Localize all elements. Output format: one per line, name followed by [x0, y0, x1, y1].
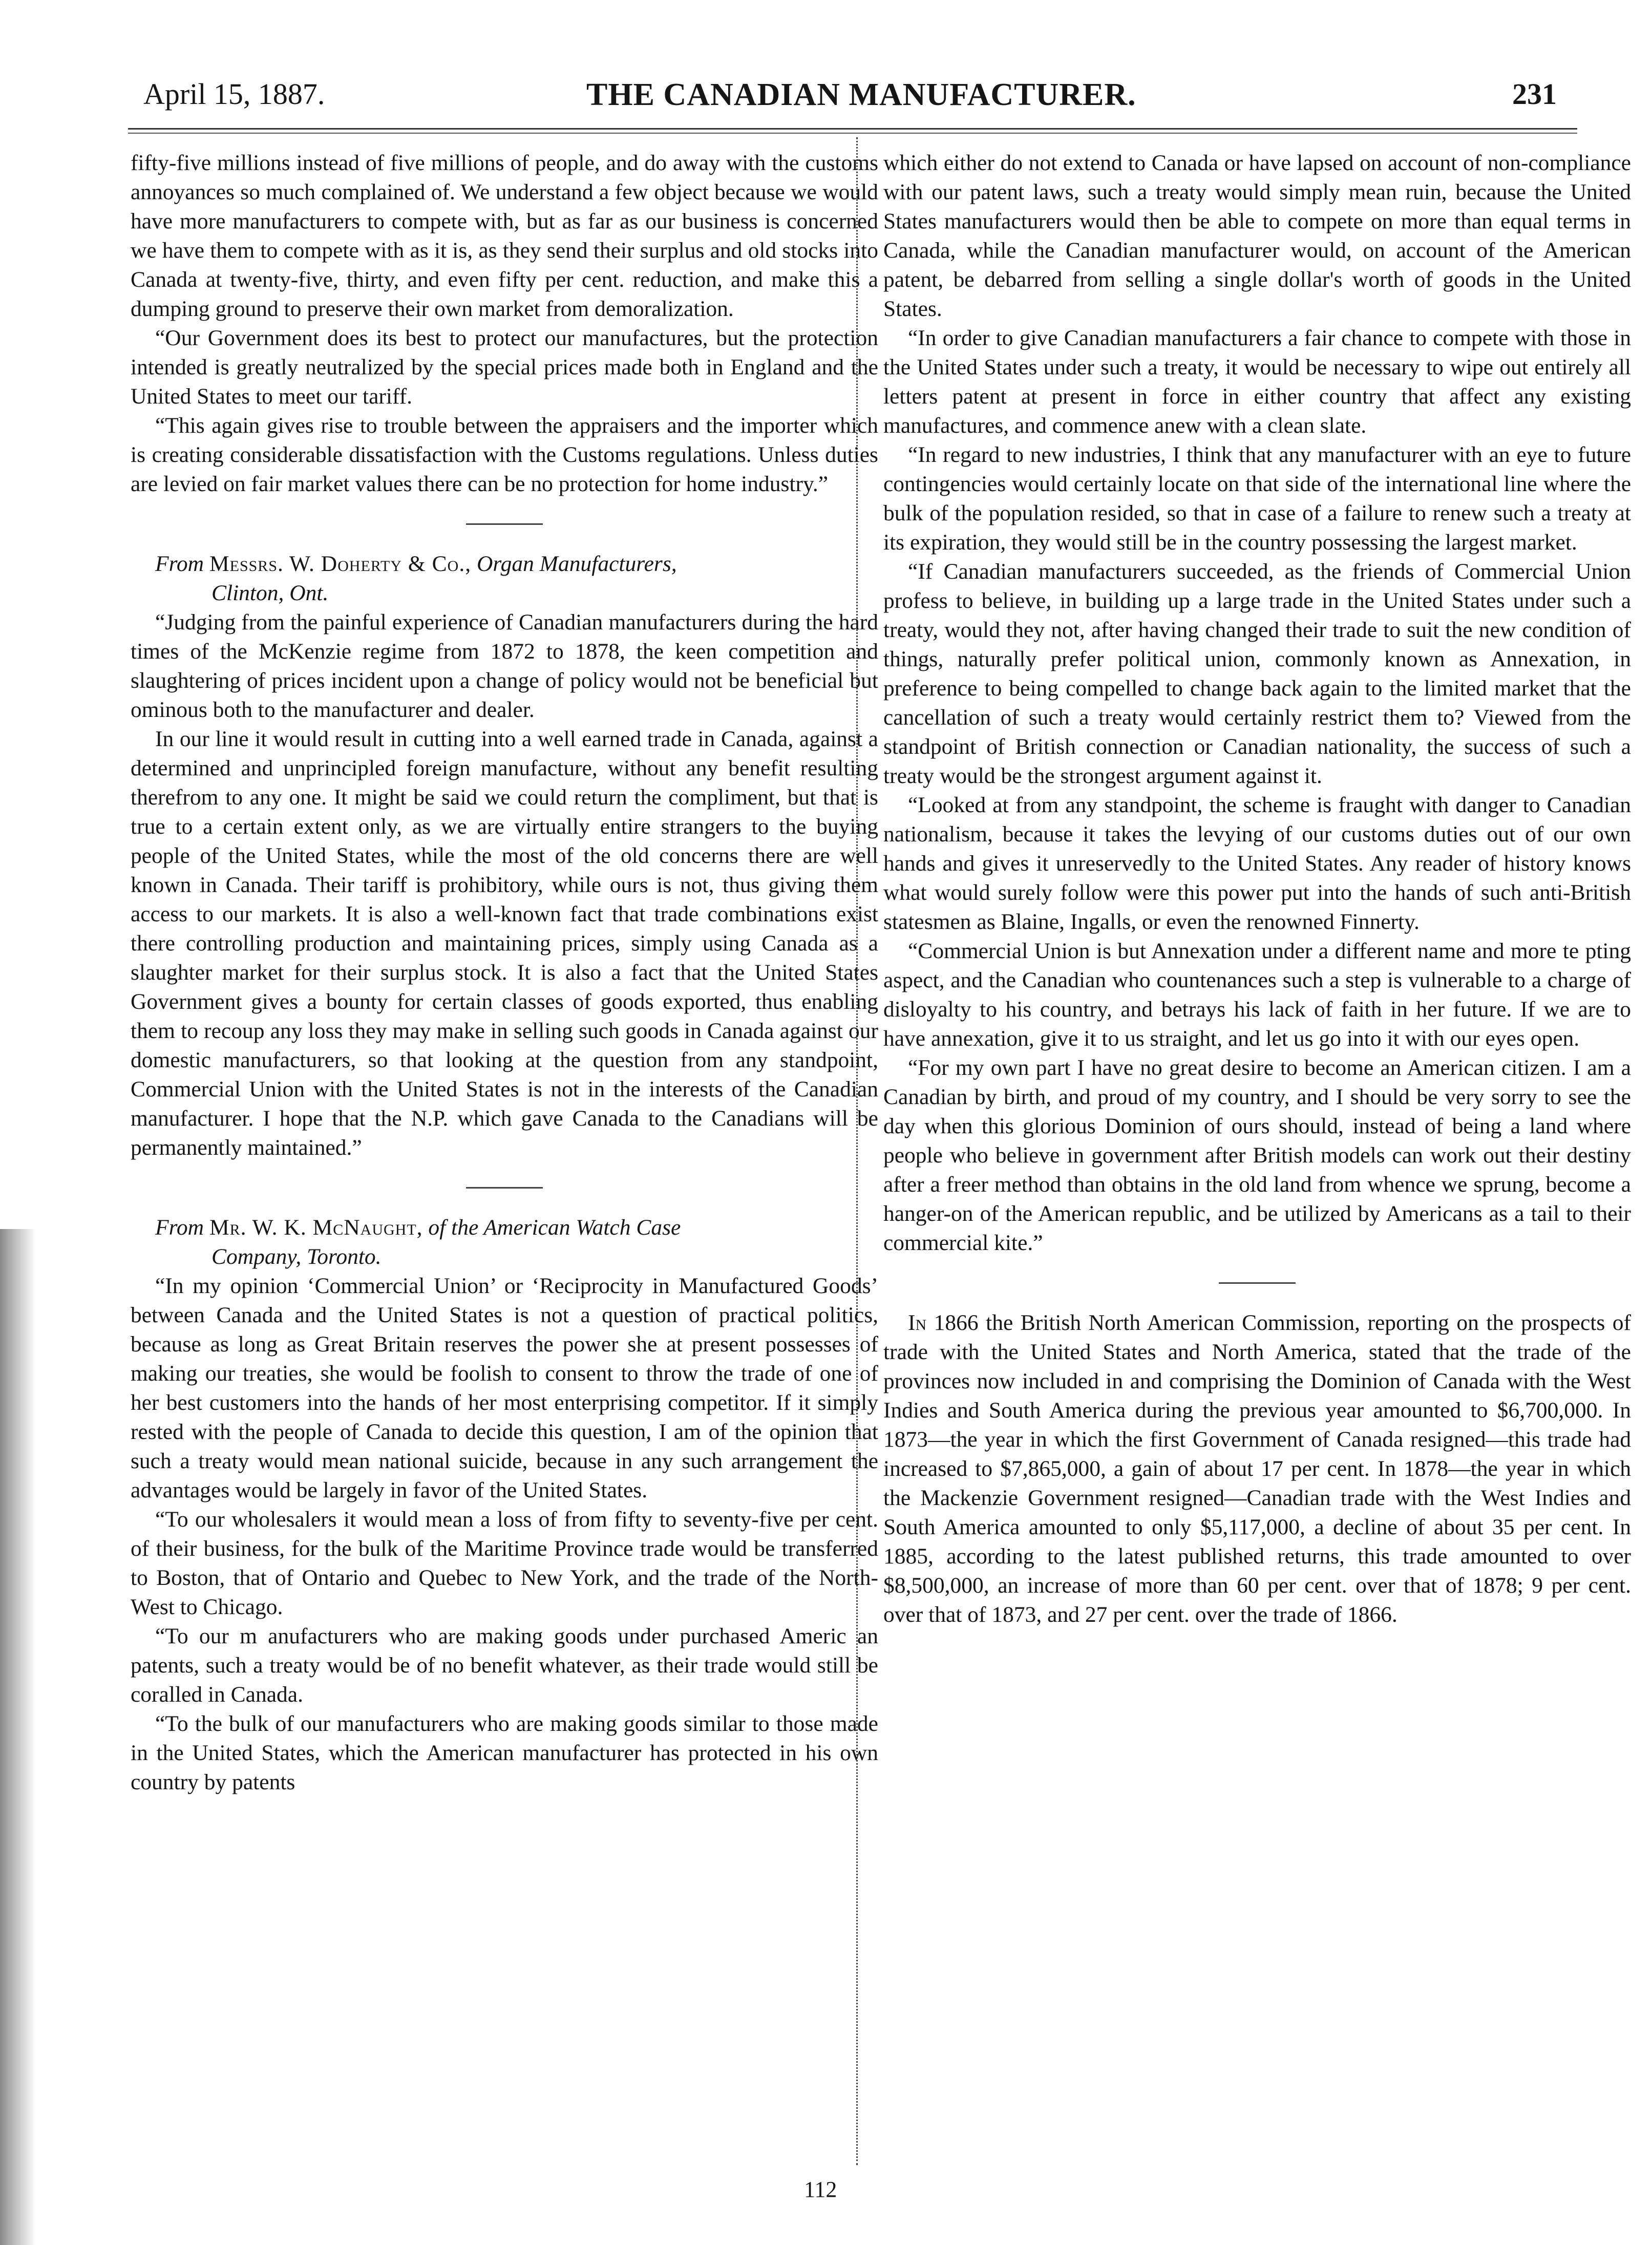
- paragraph: “For my own part I have no great desire to become an American citizen. I am a Canadian by birth, and proud of my country, and I should be very sorry to see the day when this glorious Dominion of ours should, instead of being a land where people who believe in government after British models can work out their destiny after a freer method than obtains in the old land from whence we sprung, become a hanger-on of the American republic, and be utilized by Americans as a tail to their commercial kite.”: [883, 1055, 1631, 1255]
- issue-date: April 15, 1887.: [143, 77, 325, 111]
- folio-number: 112: [804, 2177, 837, 2202]
- paragraph: “To the bulk of our manufacturers who are making goods similar to those made in the United States, which the American manufacturer has protected in his own country by patents: [131, 1711, 878, 1794]
- paragraph: “In regard to new industries, I think that any manufacturer with an eye to future contingencies would certainly locate on that side of the international line where the bulk of the population resided, so that in case of a failure to renew such a treaty at its expiration, they would still be in the country possessing the largest market.: [883, 442, 1631, 555]
- paragraph: “In my opinion ‘Commercial Union’ or ‘Reciprocity in Manufactured Goods’ between Canada and the United States is not a question of practical politics, because as long as Great Britain reserves the power she at present possesses of making our treaties, she would be foolish to consent to throw the trade of one of her best customers into the hands of her most enterprising competitor. If it simply rested with the people of Canada to decide this question, I am of the opinion that such a treaty would mean national suicide, because in any such arrangement the advantages would be largely in favor of the United States.: [131, 1274, 878, 1502]
- attribution-name: Mr. W. K. McNaught,: [209, 1215, 423, 1240]
- paragraph: “To our m anufacturers who are making goods under purchased Americ an patents, such a treaty would be of no benefit whatever, as their trade would still be coralled in Canada.: [131, 1624, 878, 1707]
- editorial-paragraph: [883, 1308, 1631, 1629]
- letter-attribution: [131, 1213, 878, 1272]
- paragraph: “This again gives rise to trouble between the appraisers and the importer which is creating considerable dissatisfaction with the Customs regulations. Unless duties are levied on fair market values there can be no protection for home industry.”: [131, 413, 878, 496]
- attribution-role: of the American Watch Case: [428, 1215, 681, 1240]
- section-separator: [466, 523, 543, 525]
- editorial-text: 1866 the British North American Commission, reporting on the prospects of trade with the United States and North America, stated that the trade of the provinces now included in and comprising the Dominion of Canada with the West Indies and South America during the previous year amounted to $6,700,000. In 1873—the year in which the first Government of Canada resigned—this trade had increased to $7,865,000, a gain of about 17 per cent. In 1878—the year in which the Mackenzie Government resigned—Canadian trade with the West Indies and South America amounted to only $5,117,000, a decline of about 35 per cent. In 1885, according to the latest published returns, this trade amounted to over $8,500,000, an increase of more than 60 per cent. over that of 1878; 9 per cent. over that of 1873, and 27 per cent. over the trade of 1866.: [883, 1310, 1632, 1627]
- lead-in-word: In: [908, 1310, 927, 1335]
- paragraph: “Looked at from any standpoint, the scheme is fraught with danger to Canadian nationalism, because it takes the levying of our customs duties out of our own hands and gives it unreservedly to the United States. Any reader of history knows what would surely follow were this power put into the hands of such anti-British statesmen as Blaine, Ingalls, or even the renowned Finnerty.: [883, 793, 1631, 934]
- paragraph: “To our wholesalers it would mean a loss of from fifty to seventy-five per cent. of their business, for the bulk of the Maritime Province trade would be transferred to Boston, that of Ontario and Quebec to New York, and the trade of the North-West to Chicago.: [131, 1507, 878, 1619]
- section-separator: [1219, 1282, 1296, 1284]
- section-separator: [466, 1187, 543, 1189]
- paragraph: fifty-five millions instead of five millions of people, and do away with the customs annoyances so much complained of. We understand a few object because we would have more manufacturers to compete with, but as far as our business is concerned we have them to compete with as it is, as they send their surplus and old stocks into Canada at twenty-five, thirty, and even fifty per cent. reduction, and make this a dumping ground to preserve their own market from demoralization.: [131, 151, 878, 321]
- publication-title: THE CANADIAN MANUFACTURER.: [586, 77, 1136, 112]
- paragraph: “In order to give Canadian manufacturers a fair chance to compete with those in the United States under such a treaty, it would be necessary to wipe out entirely all letters patent at present in force in either country that affect any existing manufactures, and commence anew with a clean slate.: [883, 326, 1631, 438]
- paragraph: “Judging from the painful experience of Canadian manufacturers during the hard times of the McKenzie regime from 1872 to 1878, the keen competition and slaughtering of prices incident upon a change of policy would not be beneficial but ominous both to the manufacturer and dealer.: [131, 610, 878, 722]
- attribution-from: From: [155, 1215, 204, 1240]
- paragraph: In our line it would result in cutting into a well earned trade in Canada, against a determined and unprincipled foreign manufacture, without any benefit resulting therefrom to any one. It might be said we could return the compliment, but that is true to a certain extent only, as we are virtually entire strangers to the buying people of the United States, while the most of the old concerns there are well known in Canada. Their tariff is prohibitory, while ours is not, thus giving them access to our markets. It is also a well-known fact that trade combinations exist there controlling production and maintaining prices, simply using Canada as a slaughter market for their surplus stock. It is also a fact that the United States Government gives a bounty for certain classes of goods exported, thus enabling them to recoup any loss they may make in selling such goods in Canada against our domestic manufacturers, so that looking at the question from any standpoint, Commercial Union with the United States is not in the interests of the Canadian manufacturer. I hope that the N.P. which gave Canada to the Canadians will be permanently maintained.”: [131, 727, 878, 1160]
- left-column: [131, 149, 878, 1797]
- page-header: [138, 77, 1567, 118]
- paragraph: which either do not extend to Canada or have lapsed on account of non-compliance with our patent laws, such a treaty would simply mean ruin, because the United States manufacturers would then be able to compete on more than equal terms in Canada, while the Canadian manufacturer would, on account of the American patent, be debarred from selling a single dollar's worth of goods in the United States.: [883, 151, 1631, 321]
- paragraph: “Commercial Union is but Annexation under a different name and more te pting aspect, and the Canadian who countenances such a step is vulnerable to a charge of disloyalty to his country, and betrays his lack of faith in her future. If we are to have annexation, give it to us straight, and let us go into it with our eyes open.: [883, 939, 1631, 1051]
- attribution-name: Messrs. W. Doherty & Co.,: [209, 552, 472, 576]
- page-number: 231: [1512, 77, 1557, 111]
- header-rule: [128, 128, 1577, 134]
- attribution-role: Organ Manufacturers,: [476, 552, 677, 576]
- letter-attribution: [131, 549, 878, 608]
- paragraph: “If Canadian manufacturers succeeded, as the friends of Commercial Union profess to believe, in building up a large trade in the United States under such a treaty, would they not, after having changed their trade to suit the new condition of things, naturally prefer political union, commonly known as Annexation, in preference to being compelled to change back again to the limited market that the cancellation of such a treaty would certainly restrict them to? Viewed from the standpoint of British connection or Canadian nationality, the success of such a treaty would be the strongest argument against it.: [883, 559, 1631, 788]
- attribution-place: Clinton, Ont.: [211, 581, 329, 605]
- scanned-page-edge-shadow: [0, 1229, 36, 2245]
- right-column: [883, 149, 1631, 1629]
- paragraph: “Our Government does its best to protect our manufactures, but the protection intended is greatly neutralized by the special prices made both in England and the United States to meet our tariff.: [131, 326, 878, 409]
- attribution-from: From: [155, 552, 204, 576]
- attribution-place: Company, Toronto.: [211, 1244, 382, 1269]
